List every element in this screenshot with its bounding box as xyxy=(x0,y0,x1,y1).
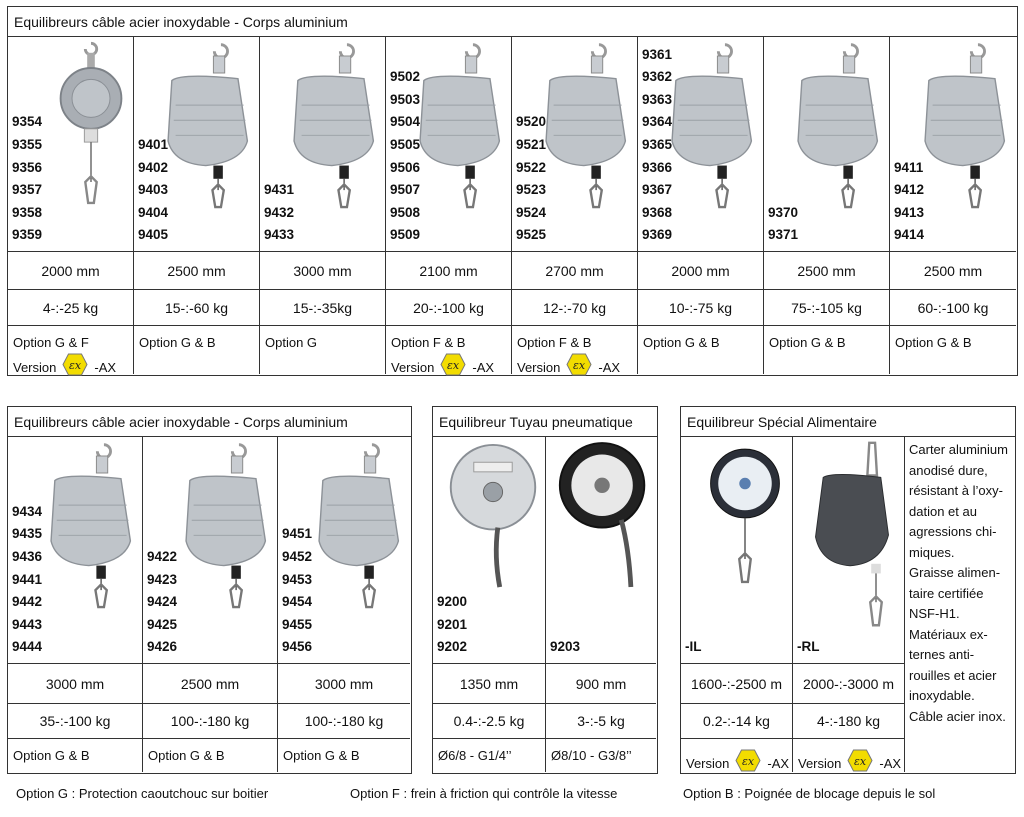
load-range-cell: 4-:-180 kg xyxy=(793,704,905,739)
model-code: 9435 xyxy=(12,526,43,542)
model-code: 9356 xyxy=(12,159,43,175)
svg-text:εx: εx xyxy=(742,755,755,768)
model-code: 9411 xyxy=(894,159,924,175)
model-code: 9402 xyxy=(138,159,169,175)
description-line: Câble acier inox. xyxy=(909,708,1006,724)
description-line: Graisse alimen- xyxy=(909,565,1001,580)
svg-text:εx: εx xyxy=(854,755,867,768)
top-product-table xyxy=(7,6,1018,376)
option-text: Option F & B xyxy=(517,335,592,350)
option-cell xyxy=(890,326,1016,374)
model-code: 9426 xyxy=(147,639,178,655)
model-codes xyxy=(768,202,798,247)
cable-length-cell: 1350 mm xyxy=(433,664,546,704)
description-line: taire certifiée xyxy=(909,585,984,601)
product-image-cell xyxy=(8,37,134,252)
balancer-icon xyxy=(804,439,900,636)
cable-length-cell: 2500 mm xyxy=(764,252,890,290)
cable-length-cell: 3000 mm xyxy=(8,664,143,704)
model-code: 9431 xyxy=(264,182,295,198)
product-image-cell xyxy=(890,37,1016,252)
product-image-cell xyxy=(278,437,410,664)
description-line: ternes anti- xyxy=(909,647,975,662)
model-code: 9363 xyxy=(642,91,673,107)
model-code: 9355 xyxy=(12,137,43,153)
load-range-cell: 15-:-35kg xyxy=(260,290,386,326)
model-codes xyxy=(282,523,312,659)
svg-text:εx: εx xyxy=(447,359,460,372)
atex-version xyxy=(517,353,637,382)
model-code: 9202 xyxy=(437,639,468,655)
model-code: 9200 xyxy=(437,594,468,610)
cable-length-cell: 3000 mm xyxy=(278,664,410,704)
model-code: 9361 xyxy=(642,46,673,62)
version-suffix: -AX xyxy=(767,756,790,771)
model-codes xyxy=(264,179,294,247)
model-codes xyxy=(138,134,168,247)
cable-length-cell: 2700 mm xyxy=(512,252,638,290)
svg-text:εx: εx xyxy=(69,359,82,372)
model-code: 9423 xyxy=(147,571,178,587)
model-code: 9436 xyxy=(12,549,43,565)
model-code: 9507 xyxy=(390,182,421,198)
description-line: miques. xyxy=(909,544,955,560)
model-code: 9403 xyxy=(138,182,169,198)
option-text: Option F & B xyxy=(391,335,466,350)
load-range-cell: 100-:-180 kg xyxy=(143,704,278,739)
balancer-icon xyxy=(53,39,129,216)
model-code: 9432 xyxy=(264,204,295,220)
footnote-option-f: Option F : frein à friction qui contrôle la vitesse xyxy=(350,786,618,801)
model-code: 9404 xyxy=(138,204,169,220)
product-image-cell xyxy=(134,37,260,252)
model-code: 9503 xyxy=(390,91,421,107)
description-line: Carter aluminium xyxy=(909,442,1008,457)
model-code: 9364 xyxy=(642,114,673,130)
load-range-cell: 3-:-5 kg xyxy=(546,704,656,739)
product-image-cell xyxy=(681,437,793,664)
model-code: 9405 xyxy=(138,227,169,243)
description-line: dation et au xyxy=(909,503,977,519)
atex-version xyxy=(13,353,133,382)
option-cell xyxy=(764,326,890,374)
model-codes xyxy=(147,546,177,659)
option-text: Option G & B xyxy=(643,335,720,350)
model-code: 9368 xyxy=(642,204,673,220)
description-line: agressions chi- xyxy=(909,524,997,539)
cable-length-cell: 2500 mm xyxy=(134,252,260,290)
model-code: 9508 xyxy=(390,204,421,220)
model-code: 9425 xyxy=(147,616,178,632)
model-code: 9456 xyxy=(282,639,313,655)
model-code: 9454 xyxy=(282,594,313,610)
model-code: 9452 xyxy=(282,549,313,565)
product-image-cell xyxy=(512,37,638,252)
ex-icon xyxy=(440,353,466,382)
option-text: Ø8/10 - G3/8’’ xyxy=(551,748,632,763)
load-range-cell: 0.2-:-14 kg xyxy=(681,704,793,739)
version-suffix: -AX xyxy=(598,360,621,375)
model-code: 9441 xyxy=(12,571,43,587)
model-code: 9424 xyxy=(147,594,178,610)
model-code: 9521 xyxy=(516,137,547,153)
option-text: Option G & B xyxy=(139,335,216,350)
option-text: Option G & F xyxy=(13,335,89,350)
cable-length-cell: 2000-:-3000 m xyxy=(793,664,905,704)
option-text: Option G & B xyxy=(895,335,972,350)
cable-length-cell: 2000 mm xyxy=(638,252,764,290)
description-line: inoxydable. xyxy=(909,688,975,703)
option-text: Option G & B xyxy=(148,748,225,763)
version-label: Version xyxy=(13,360,57,375)
product-image-cell xyxy=(546,437,656,664)
model-code: 9522 xyxy=(516,159,547,175)
model-code: 9367 xyxy=(642,182,673,198)
model-code: 9502 xyxy=(390,69,421,85)
model-code: 9443 xyxy=(12,616,43,632)
model-code: 9451 xyxy=(282,526,313,542)
option-text: Option G & B xyxy=(283,748,360,763)
load-range-cell: 15-:-60 kg xyxy=(134,290,260,326)
option-text: Option G & B xyxy=(13,748,90,763)
option-cell xyxy=(546,739,656,772)
product-image-cell xyxy=(143,437,278,664)
pneumatic-hose-table xyxy=(432,406,658,774)
cable-length-cell: 2500 mm xyxy=(890,252,1016,290)
version-suffix: -AX xyxy=(94,360,117,375)
option-text: Option G & B xyxy=(769,335,846,350)
model-code: 9365 xyxy=(642,137,673,153)
cable-length-cell: 1600-:-2500 m xyxy=(681,664,793,704)
model-codes xyxy=(797,636,820,659)
ex-icon xyxy=(62,353,88,382)
atex-version xyxy=(391,353,511,382)
model-code: 9444 xyxy=(12,639,43,655)
model-code: 9525 xyxy=(516,227,547,243)
model-code: 9434 xyxy=(12,503,43,519)
model-code: 9413 xyxy=(894,204,925,220)
model-code: 9523 xyxy=(516,182,547,198)
model-code: 9371 xyxy=(768,227,799,243)
food-grade-table-title: Equilibreur Spécial Alimentaire xyxy=(681,407,1015,437)
balancer-icon xyxy=(781,39,885,214)
model-code: 9505 xyxy=(390,137,421,153)
balancer-icon xyxy=(445,439,541,598)
option-cell xyxy=(512,326,638,374)
model-code: 9442 xyxy=(12,594,43,610)
model-codes xyxy=(685,636,702,659)
load-range-cell: 4-:-25 kg xyxy=(8,290,134,326)
balancer-icon xyxy=(34,439,138,614)
balancer-icon xyxy=(556,439,652,598)
model-code: 9357 xyxy=(12,182,43,198)
ex-icon xyxy=(847,749,873,778)
svg-text:εx: εx xyxy=(573,359,586,372)
footnote-option-g: Option G : Protection caoutchouc sur boitier xyxy=(16,786,269,801)
option-cell xyxy=(278,739,410,772)
model-code: 9359 xyxy=(12,227,43,243)
model-code: 9509 xyxy=(390,227,421,243)
model-codes xyxy=(12,501,42,659)
model-codes xyxy=(390,66,420,247)
ex-icon xyxy=(735,749,761,778)
product-image-cell xyxy=(793,437,905,664)
model-code: 9422 xyxy=(147,549,178,565)
model-code: 9370 xyxy=(768,204,799,220)
model-codes xyxy=(550,636,580,659)
option-cell xyxy=(638,326,764,374)
cable-length-cell: 2500 mm xyxy=(143,664,278,704)
model-code: 9414 xyxy=(894,227,925,243)
bottom-left-table-title: Equilibreurs câble acier inoxydable - Corps aluminium xyxy=(8,407,411,437)
model-code: 9366 xyxy=(642,159,673,175)
bottom-left-product-table xyxy=(7,406,412,774)
product-image-cell xyxy=(764,37,890,252)
footnote-option-b: Option B : Poignée de blocage depuis le sol xyxy=(683,786,936,801)
model-code: 9201 xyxy=(437,616,468,632)
balancer-icon xyxy=(169,439,273,614)
option-text: Option G xyxy=(265,335,318,350)
load-range-cell: 10-:-75 kg xyxy=(638,290,764,326)
version-suffix: -AX xyxy=(472,360,495,375)
option-cell xyxy=(386,326,512,374)
ex-icon xyxy=(566,353,592,382)
load-range-cell: 20-:-100 kg xyxy=(386,290,512,326)
balancer-icon xyxy=(302,439,406,614)
option-cell xyxy=(681,739,793,772)
model-code: 9358 xyxy=(12,204,43,220)
model-code: -IL xyxy=(685,639,702,655)
atex-version xyxy=(798,749,904,778)
food-grade-description xyxy=(909,440,1008,727)
model-code: 9354 xyxy=(12,114,43,130)
option-text: Ø6/8 - G1/4’’ xyxy=(438,748,512,763)
cable-length-cell: 3000 mm xyxy=(260,252,386,290)
model-code: 9520 xyxy=(516,114,547,130)
product-image-cell xyxy=(433,437,546,664)
load-range-cell: 60-:-100 kg xyxy=(890,290,1016,326)
model-code: 9203 xyxy=(550,639,581,655)
load-range-cell: 0.4-:-2.5 kg xyxy=(433,704,546,739)
atex-version xyxy=(686,749,792,778)
product-image-cell xyxy=(8,437,143,664)
model-codes xyxy=(516,111,546,247)
description-line: résistant à l’oxy- xyxy=(909,483,1003,498)
model-code: 9362 xyxy=(642,69,673,85)
load-range-cell: 75-:-105 kg xyxy=(764,290,890,326)
model-code: 9524 xyxy=(516,204,547,220)
version-label: Version xyxy=(798,756,842,771)
model-code: 9369 xyxy=(642,227,673,243)
model-code: 9433 xyxy=(264,227,295,243)
option-cell xyxy=(433,739,546,772)
version-label: Version xyxy=(686,756,730,771)
model-code: 9453 xyxy=(282,571,313,587)
description-line: Matériaux ex- xyxy=(909,626,988,642)
description-line: rouilles et acier xyxy=(909,667,997,683)
model-code: 9504 xyxy=(390,114,421,130)
model-code: 9401 xyxy=(138,137,169,153)
model-code: 9455 xyxy=(282,616,313,632)
version-label: Version xyxy=(391,360,435,375)
option-cell xyxy=(134,326,260,374)
top-table-title: Equilibreurs câble acier inoxydable - Corps aluminium xyxy=(8,7,1017,37)
cable-length-cell: 2100 mm xyxy=(386,252,512,290)
load-range-cell: 100-:-180 kg xyxy=(278,704,410,739)
option-cell xyxy=(260,326,386,374)
version-suffix: -AX xyxy=(879,756,902,771)
option-cell xyxy=(143,739,278,772)
pneumatic-table-title: Equilibreur Tuyau pneumatique xyxy=(433,407,657,437)
cable-length-cell: 2000 mm xyxy=(8,252,134,290)
version-label: Version xyxy=(517,360,561,375)
option-cell xyxy=(793,739,905,772)
product-image-cell xyxy=(260,37,386,252)
model-code: 9506 xyxy=(390,159,421,175)
cable-length-cell: 900 mm xyxy=(546,664,656,704)
option-cell xyxy=(8,326,134,374)
model-code: 9412 xyxy=(894,182,925,198)
description-line: NSF-H1. xyxy=(909,606,960,621)
model-codes xyxy=(642,44,672,247)
model-code: -RL xyxy=(797,639,820,655)
model-codes xyxy=(894,157,924,247)
product-image-cell xyxy=(638,37,764,252)
balancer-icon xyxy=(702,439,788,598)
model-codes xyxy=(12,111,42,247)
load-range-cell: 35-:-100 kg xyxy=(8,704,143,739)
product-image-cell xyxy=(386,37,512,252)
option-cell xyxy=(8,739,143,772)
description-line: anodisé dure, xyxy=(909,462,988,478)
model-codes xyxy=(437,591,467,659)
load-range-cell: 12-:-70 kg xyxy=(512,290,638,326)
